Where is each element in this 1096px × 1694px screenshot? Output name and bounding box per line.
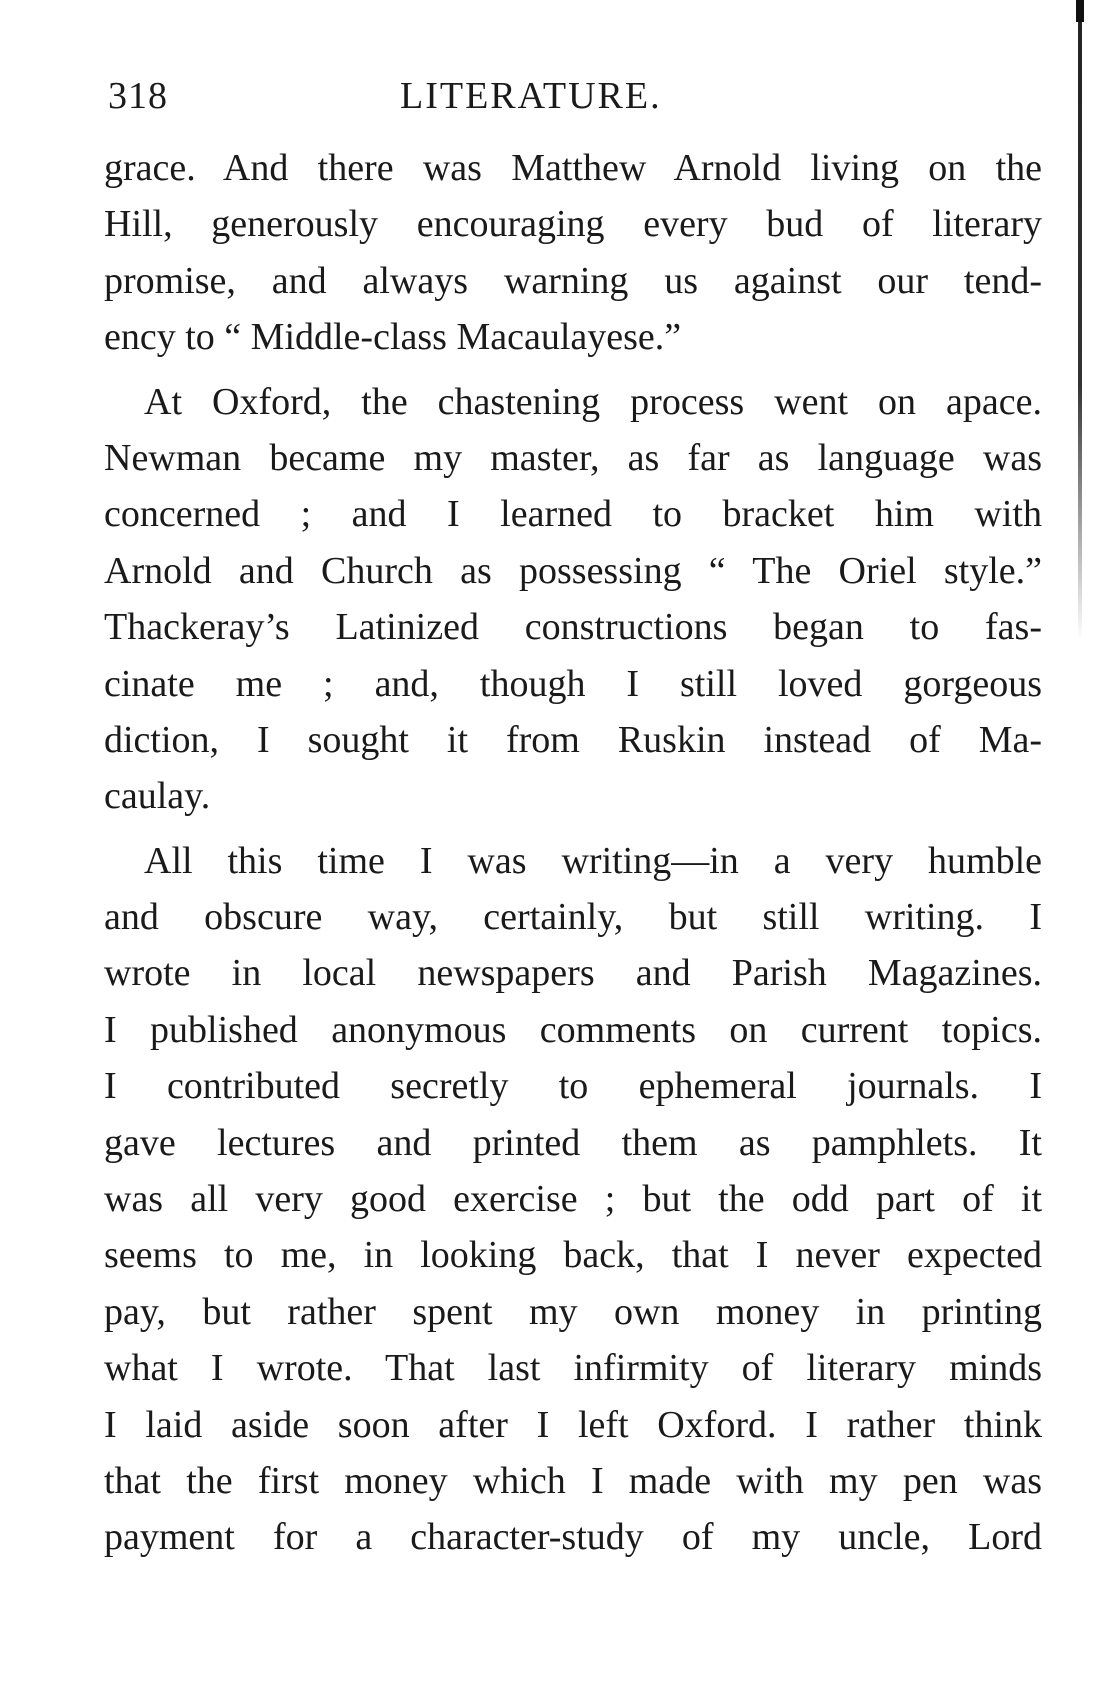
text-line: Thackeray’s Latinized constructions began to fas-: [104, 606, 1042, 649]
page-edge-shadow: [1078, 0, 1082, 640]
text-line: cinate me ; and, though I still loved gorgeous: [104, 662, 1042, 705]
text-line: diction, I sought it from Ruskin instead of Ma-: [104, 718, 1042, 761]
text-line: Hill, generously encouraging every bud of literary: [104, 203, 1042, 246]
text-line: caulay.: [104, 775, 211, 818]
text-line: All this time I was writing—in a very humble: [144, 839, 1042, 882]
text-line: was all very good exercise ; but the odd part of it: [104, 1178, 1042, 1221]
text-line: promise, and always warning us against our tend-: [104, 259, 1042, 302]
text-line: seems to me, in looking back, that I never expected: [104, 1234, 1042, 1277]
text-line: gave lectures and printed them as pamphlets. It: [104, 1121, 1042, 1164]
text-line: Arnold and Church as possessing “ The Oriel style.”: [104, 549, 1042, 592]
text-line: At Oxford, the chastening process went on apace.: [144, 380, 1042, 423]
text-line: payment for a character-study of my uncle, Lord: [104, 1516, 1042, 1559]
text-line: I contributed secretly to ephemeral journals. I: [104, 1065, 1042, 1108]
text-line: Newman became my master, as far as language was: [104, 436, 1042, 479]
text-line: I laid aside soon after I left Oxford. I rather think: [104, 1403, 1042, 1446]
body-text: [104, 140, 1042, 1566]
page-number: 318: [108, 75, 168, 117]
text-line: ency to “ Middle-class Macaulayese.”: [104, 316, 682, 359]
text-line: what I wrote. That last infirmity of literary minds: [104, 1347, 1042, 1390]
text-line: pay, but rather spent my own money in printing: [104, 1290, 1042, 1333]
text-line: that the first money which I made with my pen was: [104, 1459, 1042, 1502]
paragraph-2: [104, 374, 1042, 825]
page-edge-mark: [1076, 0, 1084, 22]
text-line: wrote in local newspapers and Parish Magazines.: [104, 952, 1042, 995]
text-line: concerned ; and I learned to bracket him with: [104, 493, 1042, 536]
paragraph-3: [104, 833, 1042, 1566]
running-title: LITERATURE.: [400, 75, 662, 117]
text-line: and obscure way, certainly, but still writing. I: [104, 896, 1042, 939]
text-line: grace. And there was Matthew Arnold living on the: [104, 147, 1042, 189]
text-line: I published anonymous comments on current topics.: [104, 1008, 1042, 1051]
page-header: [108, 74, 1048, 124]
paragraph-1: [104, 140, 1042, 366]
